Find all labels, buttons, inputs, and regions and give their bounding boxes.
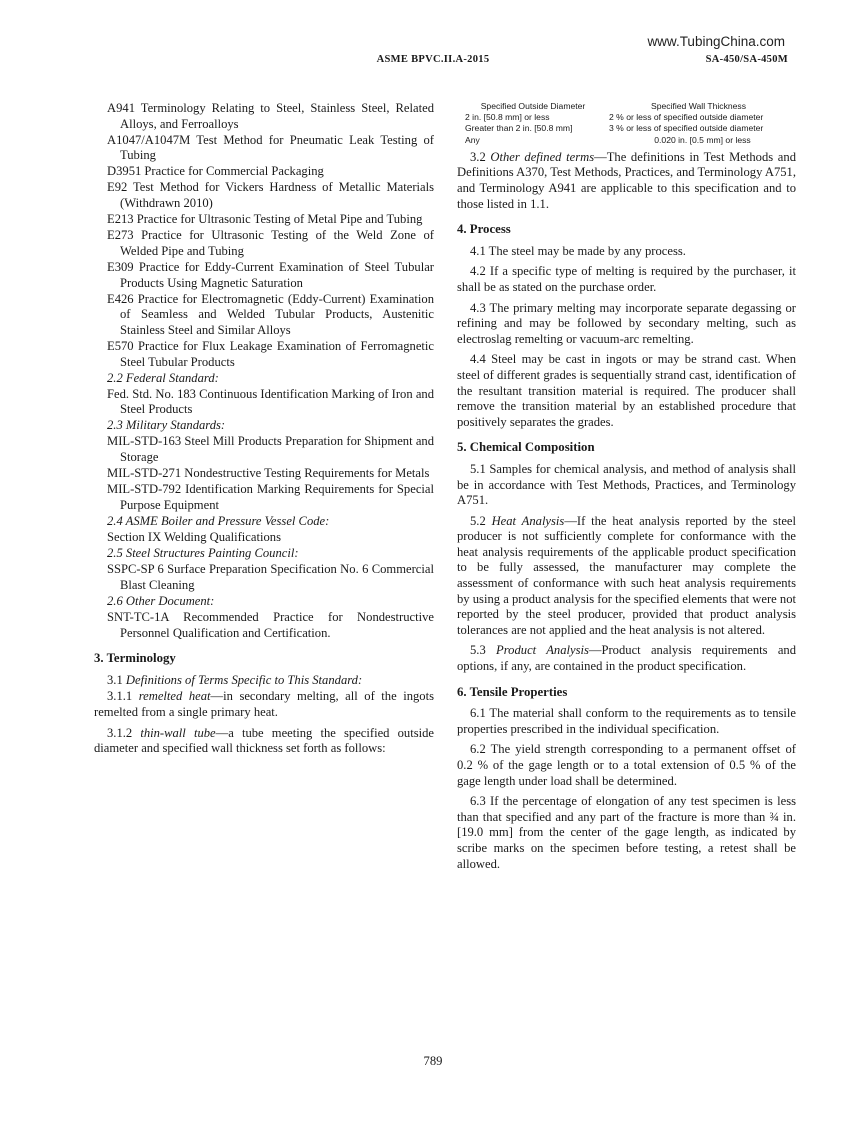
paragraph-6-1: 6.1 The material shall conform to the requirements as to tensile properties prescribed in the individual specification. [457, 706, 796, 736]
paragraph-4-4: 4.4 Steel may be cast in ingots or may be strand cast. When steel of different grades is sequentially strand cast, identification of the resultant transition material is required. The producer shall remove the transition material by an established procedure that positively separates the grades. [457, 352, 796, 429]
reference-item: E213 Practice for Ultrasonic Testing of Metal Pipe and Tubing [107, 212, 423, 227]
other-document-heading: 2.6 Other Document: [107, 593, 215, 608]
table-header-cell: Specified Outside Diameter [480, 101, 586, 111]
reference-item: E309 Practice for Eddy-Current Examination of Steel Tubular Products Using Magnetic Saturation [107, 259, 434, 290]
reference-item: SSPC-SP 6 Surface Preparation Specification No. 6 Commercial Blast Cleaning [107, 562, 434, 592]
paragraph-5-1: 5.1 Samples for chemical analysis, and method of analysis shall be in accordance with Test Methods, Practices, and Terminology A751. [457, 461, 796, 508]
table-header-cell: Specified Wall Thickness [650, 101, 747, 111]
table-row [457, 112, 796, 123]
section-heading-tensile-properties: 6. Tensile Properties [457, 684, 568, 699]
table-cell: Greater than 2 in. [50.8 mm] [465, 123, 573, 134]
reference-item: MIL-STD-163 Steel Mill Products Preparation for Shipment and Storage [107, 434, 434, 465]
paragraph-6-3: 6.3 If the percentage of elongation of any test specimen is less than that specified and any part of the fracture is more than ¾ in. [19.0 mm] from the center of the gage length, as indicated by scribe marks on the specimen before testing, a retest shall be allowed. [457, 794, 796, 871]
sspc-heading: 2.5 Steel Structures Painting Council: [107, 546, 299, 561]
table-header-row [457, 101, 796, 112]
reference-item: Section IX Welding Qualifications [107, 530, 281, 545]
table-cell: 2 in. [50.8 mm] or less [465, 112, 550, 123]
reference-item: D3951 Practice for Commercial Packaging [107, 164, 324, 179]
section-heading-chemical-composition: 5. Chemical Composition [457, 440, 595, 455]
paragraph-3-1-1: 3.1.1 remelted heat—in secondary melting, all of the ingots remelted from a single primary heat. [94, 689, 434, 719]
asme-code-heading: 2.4 ASME Boiler and Pressure Vessel Code: [107, 513, 330, 528]
table-row [457, 135, 796, 146]
reference-item: SNT-TC-1A Recommended Practice for Nondestructive Personnel Qualification and Certification. [107, 610, 434, 640]
paragraph-4-3: 4.3 The primary melting may incorporate separate degassing or refining and may be followed by secondary melting, such as electroslag remelting or vacuum-arc remelting. [457, 300, 796, 346]
page-number: 789 [423, 1054, 443, 1068]
right-column [457, 101, 796, 877]
watermark-url: www.TubingChina.com [647, 34, 785, 49]
paragraph-4-2: 4.2 If a specific type of melting is required by the purchaser, it shall be as stated on the purchase order. [457, 264, 796, 294]
table-cell: 3 % or less of specified outside diameter [609, 123, 764, 134]
thin-wall-tube-table [457, 101, 796, 146]
reference-item: MIL-STD-792 Identification Marking Requirements for Special Purpose Equipment [107, 482, 434, 512]
paragraph-3-2: 3.2 Other defined terms—The definitions in Test Methods and Definitions A370, Test Methods, Practices, and Terminology A751, and Terminology A941 are applicable to this specification and to those listed in 1.1. [457, 149, 796, 211]
document-header: ASME BPVC.II.A-2015 [376, 54, 490, 65]
reference-item: MIL-STD-271 Nondestructive Testing Requirements for Metals [107, 466, 430, 481]
paragraph-3-1-2: 3.1.2 thin-wall tube—a tube meeting the specified outside diameter and specified wall thickness set forth as follows: [94, 725, 434, 756]
reference-item: E273 Practice for Ultrasonic Testing of the Weld Zone of Welded Pipe and Tubing [107, 228, 434, 258]
federal-standard-heading: 2.2 Federal Standard: [107, 370, 219, 385]
table-cell: 0.020 in. [0.5 mm] or less [654, 134, 751, 145]
reference-item: A1047/A1047M Test Method for Pneumatic Leak Testing of Tubing [107, 132, 434, 163]
section-heading-process: 4. Process [457, 222, 511, 237]
reference-item: E426 Practice for Electromagnetic (Eddy-Current) Examination of Seamless and Welded Tubular Products, Austenitic Stainless Steel and Similar Alloys [107, 291, 434, 337]
table-cell: 2 % or less of specified outside diameter [609, 112, 764, 123]
paragraph-3-1: 3.1 Definitions of Terms Specific to This Standard: [107, 672, 363, 687]
table-cell: Any [465, 134, 480, 145]
paragraph-5-3: 5.3 Product Analysis—Product analysis requirements and options, if any, are contained in the product specification. [457, 643, 797, 674]
reference-item: A941 Terminology Relating to Steel, Stainless Steel, Related Alloys, and Ferroalloys [107, 101, 434, 131]
section-heading-terminology: 3. Terminology [94, 651, 176, 666]
reference-list [94, 101, 434, 370]
specification-designation: SA-450/SA-450M [705, 54, 788, 65]
paragraph-5-2: 5.2 Heat Analysis—If the heat analysis reported by the steel producer is not sufficiently complete for conformance with the heat analysis requirements of the applicable product specification to be fully assessed, the manufacturer may complete the assessment of conformance with such heat analysis requirements by using a product analysis for the specified elements that were not reported by the steel producer, provided that product analysis tolerances are not applied and the heat analysis is not altered. [457, 513, 796, 637]
left-column [94, 101, 434, 762]
military-standards-heading: 2.3 Military Standards: [107, 418, 226, 433]
paragraph-6-2: 6.2 The yield strength corresponding to a permanent offset of 0.2 % of the gage length or to a total extension of 0.5 % of the gage length under load shall be determined. [457, 742, 796, 788]
reference-item: E92 Test Method for Vickers Hardness of Metallic Materials (Withdrawn 2010) [107, 180, 434, 211]
table-row [457, 123, 796, 134]
paragraph-4-1: 4.1 The steel may be made by any process. [470, 243, 686, 258]
reference-item: Fed. Std. No. 183 Continuous Identification Marking of Iron and Steel Products [107, 386, 434, 417]
reference-item: E570 Practice for Flux Leakage Examination of Ferromagnetic Steel Tubular Products [107, 338, 434, 369]
